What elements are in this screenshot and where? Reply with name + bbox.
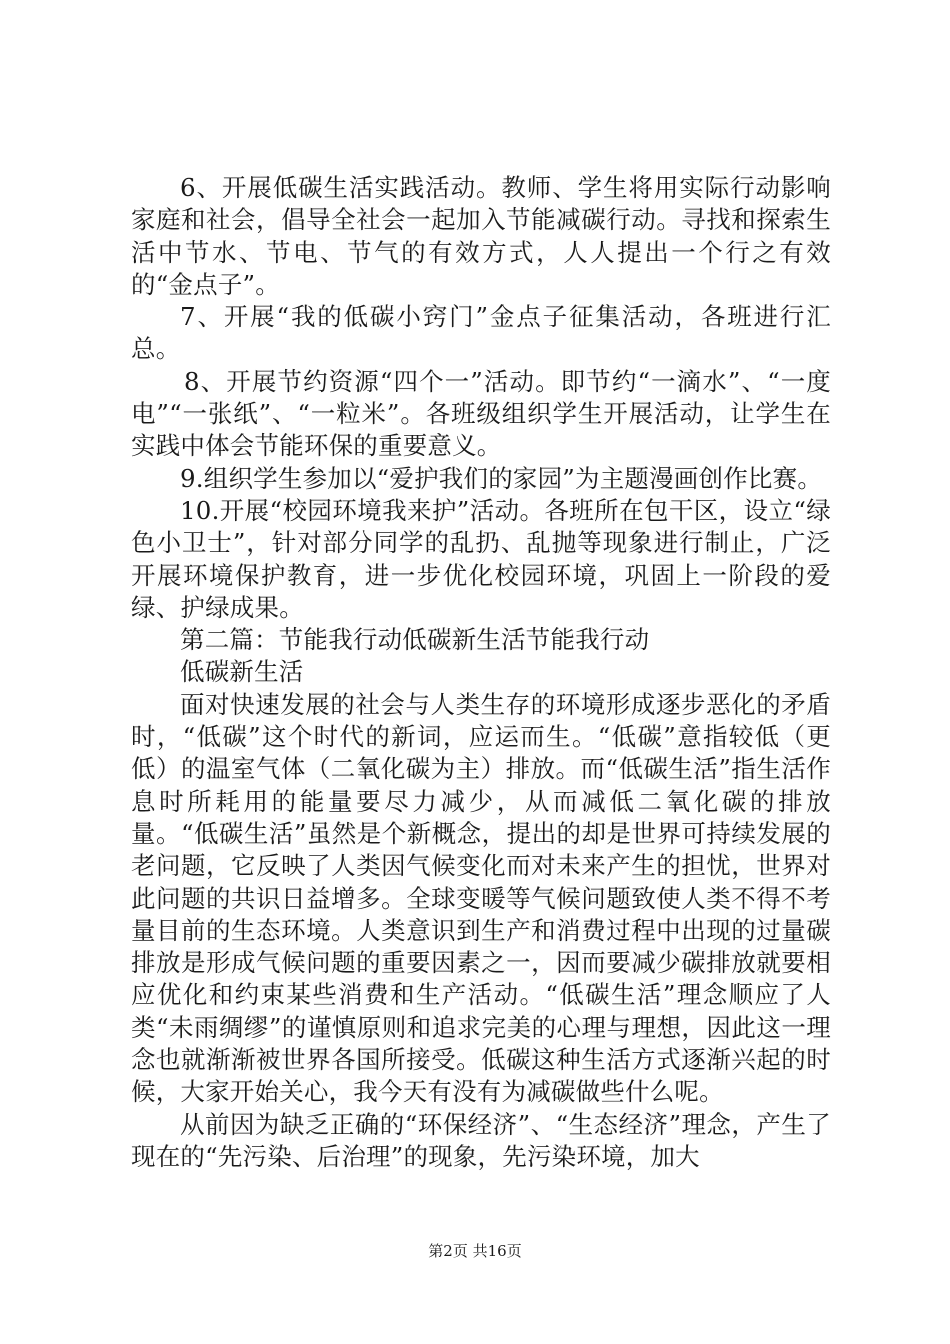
body-paragraph: 从前因为缺乏正确的“环保经济”、“生态经济”理念，产生了现在的“先污染、后治理”的现象，先污染环境，加大	[131, 1109, 831, 1171]
paragraph-item-10: 10.开展“校园环境我来护”活动。各班所在包干区，设立“绿色小卫士”，针对部分同学的乱扔、乱抛等现象进行制止，广泛开展环境保护教育，进一步优化校园环境，巩固上一阶段的爱绿、护绿成果。	[131, 495, 831, 622]
document-body	[131, 172, 831, 1173]
body-paragraph: 面对快速发展的社会与人类生存的环境形成逐步恶化的矛盾时，“低碳”这个时代的新词，应运而生。“低碳”意指较低（更低）的温室气体（二氧化碳为主）排放。而“低碳生活”指生活作息时所耗用的能量要尽力减少，从而减低二氧化碳的排放量。“低碳生活”虽然是个新概念，提出的却是世界可持续发展的老问题，它反映了人类因气候变化而对未来产生的担忧，世界对此问题的共识日益增多。全球变暖等气候问题致使人类不得不考量目前的生态环境。人类意识到生产和消费过程中出现的过量碳排放是形成气候问题的重要因素之一，因而要减少碳排放就要相应优化和约束某些消费和生产活动。“低碳生活”理念顺应了人类“未雨绸缪”的谨慎原则和追求完美的心理与理想，因此这一理念也就渐渐被世界各国所接受。低碳这种生活方式逐渐兴起的时候，大家开始关心，我今天有没有为减碳做些什么呢。	[131, 689, 831, 1107]
section-heading: 第二篇：节能我行动低碳新生活节能我行动	[180, 625, 650, 655]
section-subheading: 低碳新生活	[180, 657, 304, 687]
paragraph-item-8: 8、开展节约资源“四个一”活动。即节约“一滴水”、“一度电”“一张纸”、“一粒米”。各班级组织学生开展活动，让学生在实践中体会节能环保的重要意义。	[131, 366, 831, 461]
paragraph-item-7: 7、开展“我的低碳小窍门”金点子征集活动，各班进行汇总。	[131, 302, 831, 364]
paragraph-item-6: 6、开展低碳生活实践活动。教师、学生将用实际行动影响家庭和社会，倡导全社会一起加入节能减碳行动。寻找和探索生活中节水、节电、节气的有效方式，人人提出一个行之有效的“金点子”。	[131, 173, 831, 299]
page-number-footer: 第2页 共16页	[428, 1242, 522, 1260]
paragraph-item-9: 9.组织学生参加以“爱护我们的家园”为主题漫画创作比赛。	[180, 463, 823, 493]
